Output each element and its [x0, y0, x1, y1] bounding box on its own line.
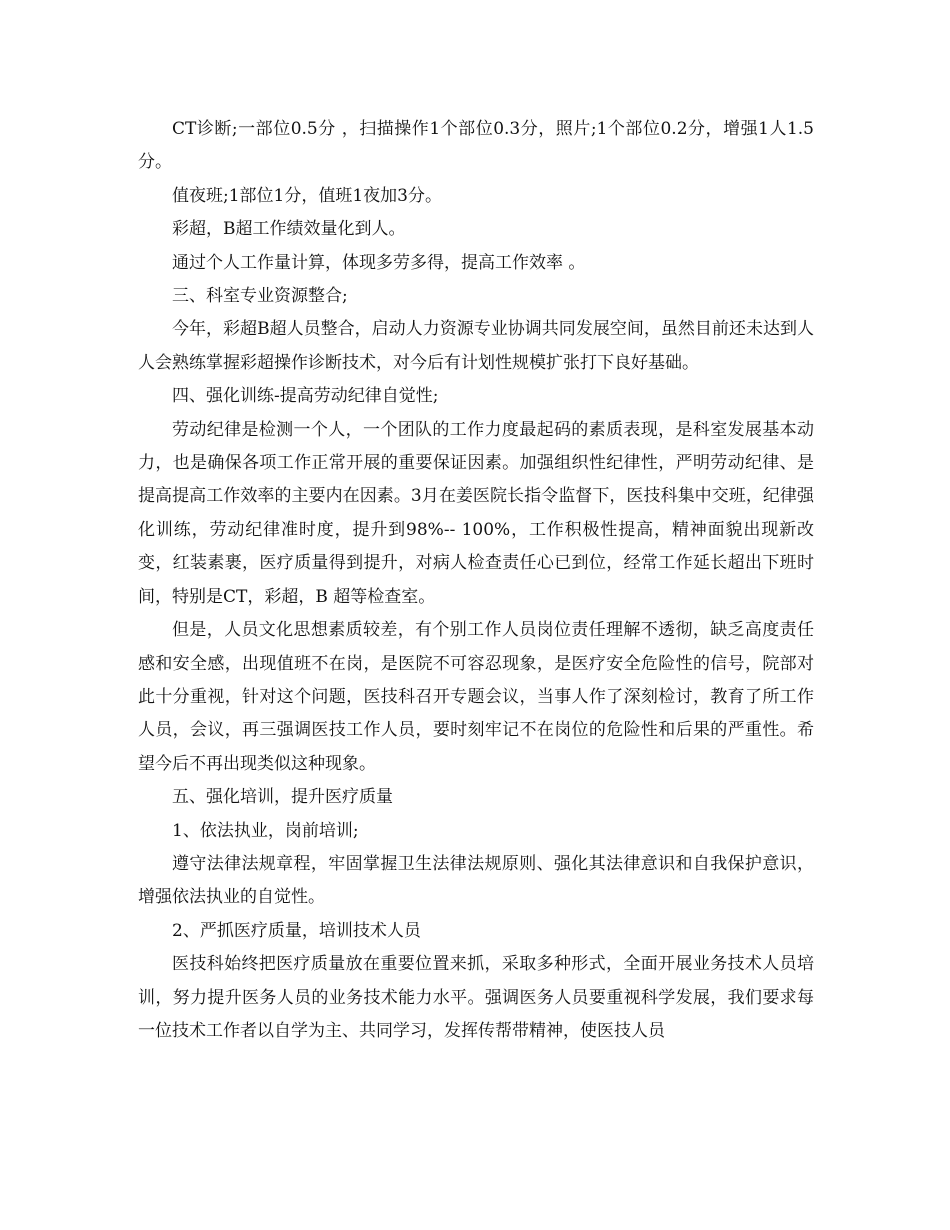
paragraph-night-shift: 值夜班;1部位1分，值班1夜加3分。	[172, 185, 442, 206]
paragraph-workload: 通过个人工作量计算，体现多劳多得，提高工作效率 。	[172, 252, 586, 273]
paragraph-law-compliance: 遵守法律法规章程，牢固掌握卫生法律法规原则、强化其法律意识和自我保护意识，增强依法执业的自觉性。	[138, 853, 814, 908]
paragraph-labor-discipline: 劳动纪律是检测一个人，一个团队的工作力度最起码的素质表现，是科室发展基本动力，也是确保各项工作正常开展的重要保证因素。加强组织性纪律性，严明劳动纪律、是提高提高工作效率的主要内在因素。3月在姜医院长指令监督下，医技科集中交班，纪律强化训练，劳动纪律准时度，提升到98%-- 100%，工作积极性提高，精神面貌出现新改变，红装素裹，医疗质量得到提升，对病人检查责任心已到位，经常工作延长超出下班时间，特别是CT，彩超，B 超等检查室。	[138, 419, 814, 607]
heading-section-5: 五、强化培训，提升医疗质量	[172, 787, 393, 808]
paragraph-ultrasound: 彩超，B超工作绩效量化到人。	[172, 219, 406, 240]
subheading-2: 2、严抓医疗质量，培训技术人员	[172, 920, 421, 941]
document-body	[138, 113, 814, 1048]
paragraph-ct-scoring: CT诊断;一部位0.5分 ，扫描操作1个部位0.3分，照片;1个部位0.2分，增强1人1.5分。	[138, 119, 814, 173]
heading-section-4: 四、强化训练-提高劳动纪律自觉性;	[172, 386, 439, 407]
paragraph-training: 医技科始终把医疗质量放在重要位置来抓，采取多种形式，全面开展业务技术人员培训，努力提升医务人员的业务技术能力水平。强调医务人员要重视科学发展，我们要求每一位技术工作者以自学为主、共同学习，发挥传帮带精神，使医技人员	[138, 954, 814, 1041]
paragraph-quality-issues: 但是，人员文化思想素质较差，有个别工作人员岗位责任理解不透彻，缺乏高度责任感和安全感，出现值班不在岗，是医院不可容忍现象，是医疗安全危险性的信号，院部对此十分重视，针对这个问题，医技科召开专题会议，当事人作了深刻检讨，教育了所工作人员，会议，再三强调医技工作人员，要时刻牢记不在岗位的危险性和后果的严重性。希望今后不再出现类似这种现象。	[138, 620, 814, 774]
heading-section-3: 三、科室专业资源整合;	[172, 286, 348, 307]
paragraph-resource-integration: 今年，彩超B超人员整合，启动人力资源专业协调共同发展空间，虽然目前还未达到人人会熟练掌握彩超操作诊断技术，对今后有计划性规模扩张打下良好基础。	[138, 319, 814, 373]
subheading-1: 1、依法执业，岗前培训;	[172, 820, 359, 841]
